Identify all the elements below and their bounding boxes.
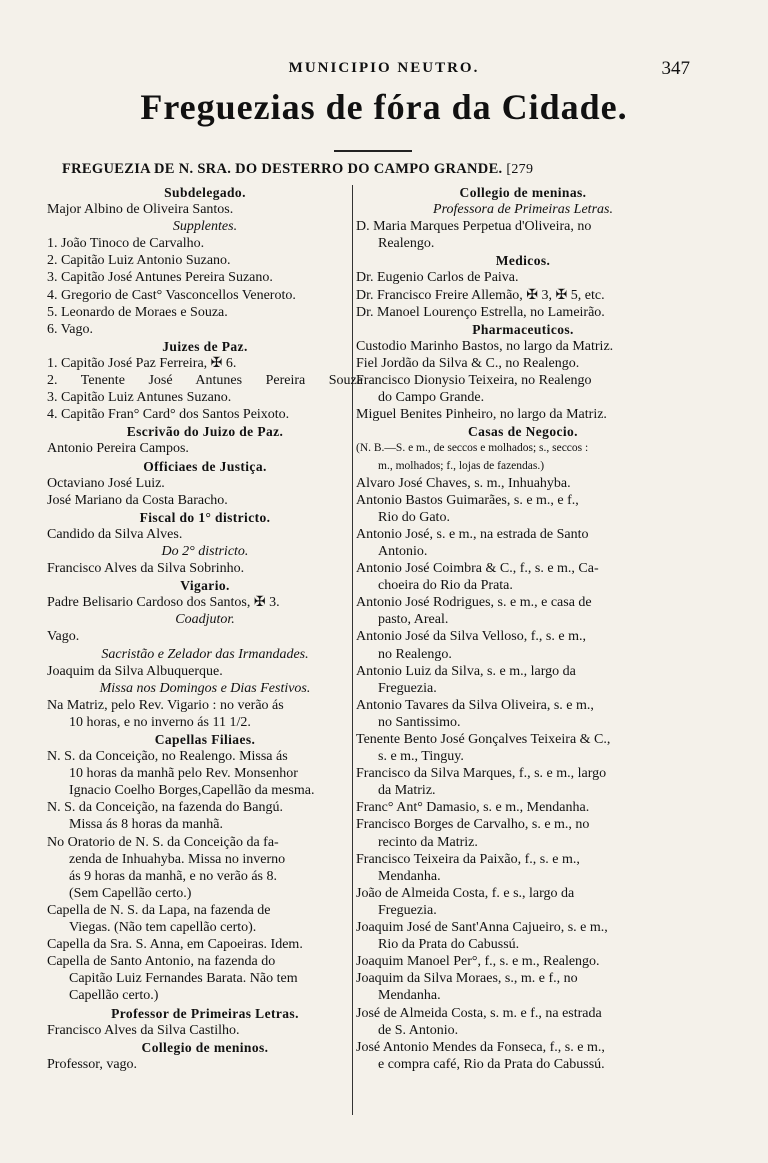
heading-escrivao: Escrivão do Juizo de Paz. <box>126 424 284 440</box>
page-title: Freguezias de fóra da Cidade. <box>140 87 628 127</box>
casa-line: José de Almeida Costa, s. m. e f., na estrada <box>356 1005 602 1021</box>
capella-line: Capella de Santo Antonio, na fazenda do <box>47 954 276 970</box>
capella-line: Capitão Luiz Fernandes Barata. Não tem <box>69 971 298 987</box>
casa-line: Antonio José, s. e m., na estrada de Santo <box>356 526 589 542</box>
casa-line: Rio do Gato. <box>378 509 450 525</box>
heading-collegio-meninos: Collegio de meninos. <box>141 1039 269 1055</box>
casa-line: pasto, Areal. <box>378 612 449 628</box>
fiscal-name: Candido da Silva Alves. <box>47 526 183 542</box>
heading-medicos: Medicos. <box>495 253 551 269</box>
heading-coadjutor: Coadjutor. <box>175 612 235 628</box>
list-item: 1. Capitão José Paz Ferreira, ✠ 6. <box>47 355 237 371</box>
casa-line: Antonio. <box>378 543 428 559</box>
casa-line: Antonio Luiz da Silva, s. e m., largo da <box>356 663 576 679</box>
casa-line: João de Almeida Costa, f. e s., largo da <box>356 885 575 901</box>
list-item: Custodio Marinho Bastos, no largo da Matriz. <box>356 338 614 354</box>
running-head: MUNICIPIO NEUTRO. <box>288 60 480 76</box>
capella-line: ás 9 horas da manhã, e no verão ás 8. <box>69 868 277 884</box>
capella-line: 10 horas da manhã pelo Rev. Monsenhor <box>69 766 298 782</box>
abbreviation-note: (N. B.—S. e m., de seccos e molhados; s., seccos : <box>356 442 589 455</box>
left-column <box>47 184 363 1073</box>
heading-officiaes: Officiaes de Justiça. <box>143 458 267 474</box>
casa-line: Tenente Bento José Gonçalves Teixeira & C., <box>356 732 611 747</box>
sacristao-name: Joaquim da Silva Albuquerque. <box>47 663 223 679</box>
casa-line: Alvaro José Chaves, s. m., Inhuahyba. <box>356 475 571 491</box>
heading-supplentes: Supplentes. <box>172 219 238 235</box>
professor-name: Francisco Alves da Silva Castilho. <box>47 1022 240 1038</box>
list-item: Octaviano José Luiz. <box>47 475 165 491</box>
list-item: 4. Capitão Fran° Card° dos Santos Peixoto. <box>47 407 290 423</box>
missa-line: 10 horas, e no inverno ás 11 1/2. <box>69 714 251 730</box>
capella-line: Capella de N. S. da Lapa, na fazenda de <box>47 902 271 918</box>
casa-line: Mendanha. <box>378 868 441 884</box>
heading-fiscal-2: Do 2° districto. <box>161 543 249 559</box>
casa-line: Antonio Tavares da Silva Oliveira, s. e m., <box>356 697 594 713</box>
casa-line: Freguezia. <box>378 902 437 918</box>
casa-line: no Santissimo. <box>378 714 461 730</box>
capella-line: (Sem Capellão certo.) <box>69 885 192 901</box>
casa-line: no Realengo. <box>378 646 452 662</box>
capella-line: N. S. da Conceição, na fazenda do Bangú. <box>47 800 283 816</box>
fiscal-2-name: Francisco Alves da Silva Sobrinho. <box>47 561 245 577</box>
list-item: 5. Leonardo de Moraes e Souza. <box>47 304 228 320</box>
section-title <box>62 161 722 178</box>
list-item: Dr. Eugenio Carlos de Paiva. <box>356 270 519 286</box>
casa-line: Mendanha. <box>378 988 441 1004</box>
heading-sacristao: Sacristão e Zelador das Irmandades. <box>101 646 309 662</box>
escrivao-name: Antonio Pereira Campos. <box>47 441 189 457</box>
casa-line: Antonio José Rodrigues, s. e m., e casa de <box>356 595 592 611</box>
heading-subdelegado: Subdelegado. <box>164 185 246 200</box>
casa-line: Francisco Teixeira da Paixão, f., s. e m., <box>356 851 580 867</box>
subdelegado-name: Major Albino de Oliveira Santos. <box>47 202 234 218</box>
vigario-name: Padre Belisario Cardoso dos Santos, ✠ 3. <box>47 595 280 611</box>
casa-line: Joaquim da Silva Moraes, s., m. e f., no <box>356 971 578 987</box>
list-item: Francisco Dionysio Teixeira, no Realengo <box>356 373 592 389</box>
casa-line: da Matriz. <box>378 783 436 799</box>
casa-line: Francisco Borges de Carvalho, s. e m., no <box>356 817 590 833</box>
casa-line: recinto da Matriz. <box>378 834 478 850</box>
page-number: 347 <box>661 58 690 79</box>
capella-line: Ignacio Coelho Borges,Capellão da mesma. <box>69 783 315 799</box>
heading-missa: Missa nos Domingos e Dias Festivos. <box>99 680 311 696</box>
casa-line: Joaquim José de Sant'Anna Cajueiro, s. e m., <box>356 920 608 936</box>
list-item: 3. Capitão Luiz Antunes Suzano. <box>47 390 232 406</box>
heading-professor: Professor de Primeiras Letras. <box>111 1005 299 1021</box>
casa-line: Francisco da Silva Marques, f., s. e m., largo <box>356 766 607 782</box>
casa-line: choeira do Rio da Prata. <box>378 578 513 594</box>
list-item: José Mariano da Costa Baracho. <box>47 492 228 508</box>
heading-vigario: Vigario. <box>180 578 230 594</box>
heading-professora: Professora de Primeiras Letras. <box>433 202 613 218</box>
collegio-meninos-name: Professor, vago. <box>47 1056 138 1072</box>
casa-line: José Antonio Mendes da Fonseca, f., s. e m., <box>356 1039 605 1055</box>
professora-line: D. Maria Marques Perpetua d'Oliveira, no <box>356 219 592 235</box>
list-item: Fiel Jordão da Silva & C., no Realengo. <box>356 355 580 371</box>
list-item: 2. Tenente José Antunes Pereira Souza <box>47 373 363 389</box>
missa-line: Na Matriz, pelo Rev. Vigario : no verão ás <box>47 697 284 713</box>
capella-line: Capellão certo.) <box>69 988 159 1004</box>
list-item: do Campo Grande. <box>378 390 485 406</box>
heading-capellas: Capellas Filiaes. <box>154 732 256 747</box>
capella-line: Viegas. (Não tem capellão certo). <box>69 920 257 936</box>
casa-line: Antonio José Coimbra & C., f., s. e m., Ca- <box>356 561 599 577</box>
list-item: 2. Capitão Luiz Antonio Suzano. <box>47 253 231 269</box>
section-title-text: FREGUEZIA DE N. SRA. DO DESTERRO DO CAMPO GRANDE. <box>62 161 503 177</box>
casa-line: Antonio José da Silva Velloso, f., s. e m., <box>356 629 586 645</box>
list-item: 4. Gregorio de Cast° Vasconcellos Veneroto. <box>47 287 296 303</box>
capella-line: N. S. da Conceição, no Realengo. Missa ás <box>47 749 288 765</box>
list-item: Dr. Francisco Freire Allemão, ✠ 3, ✠ 5, etc. <box>356 287 605 303</box>
coadjutor-name: Vago. <box>47 629 80 645</box>
casa-line: Joaquim Manoel Per°, f., s. e m., Realengo. <box>356 954 600 970</box>
capella-line: Capella da Sra. S. Anna, em Capoeiras. Idem. <box>47 937 303 953</box>
capella-line: Missa ás 8 horas da manhã. <box>69 817 223 833</box>
heading-collegio-meninas: Collegio de meninas. <box>459 185 587 200</box>
section-number: [279 <box>506 162 534 177</box>
capella-line: zenda de Inhuahyba. Missa no inverno <box>69 851 286 867</box>
list-item: 3. Capitão José Antunes Pereira Suzano. <box>47 270 273 286</box>
casa-line: Antonio Bastos Guimarães, s. e m., e f., <box>356 492 579 508</box>
casa-line: de S. Antonio. <box>378 1022 459 1038</box>
heading-casas: Casas de Negocio. <box>468 424 578 440</box>
casa-line: Rio da Prata do Cabussú. <box>378 937 520 953</box>
right-column <box>356 184 690 1073</box>
list-item: Miguel Benites Pinheiro, no largo da Matriz. <box>356 407 607 423</box>
list-item: Dr. Manoel Lourenço Estrella, no Lameirão. <box>356 304 605 320</box>
title-rule <box>334 150 412 152</box>
casa-line: e compra café, Rio da Prata do Cabussú. <box>378 1056 605 1072</box>
heading-juizes: Juizes de Paz. <box>162 338 248 354</box>
list-item: 6. Vago. <box>47 321 94 337</box>
casa-line: s. e m., Tinguy. <box>378 749 464 765</box>
casa-line: Freguezia. <box>378 680 437 696</box>
casa-line: Franc° Ant° Damasio, s. e m., Mendanha. <box>356 800 590 816</box>
professora-line: Realengo. <box>378 236 435 252</box>
heading-pharmaceuticos: Pharmaceuticos. <box>472 321 574 337</box>
list-item: 1. João Tinoco de Carvalho. <box>47 236 205 252</box>
abbreviation-note: m., molhados; f., lojas de fazendas.) <box>378 459 545 472</box>
capella-line: No Oratorio de N. S. da Conceição da fa- <box>47 834 279 850</box>
heading-fiscal: Fiscal do 1° districto. <box>139 509 271 525</box>
